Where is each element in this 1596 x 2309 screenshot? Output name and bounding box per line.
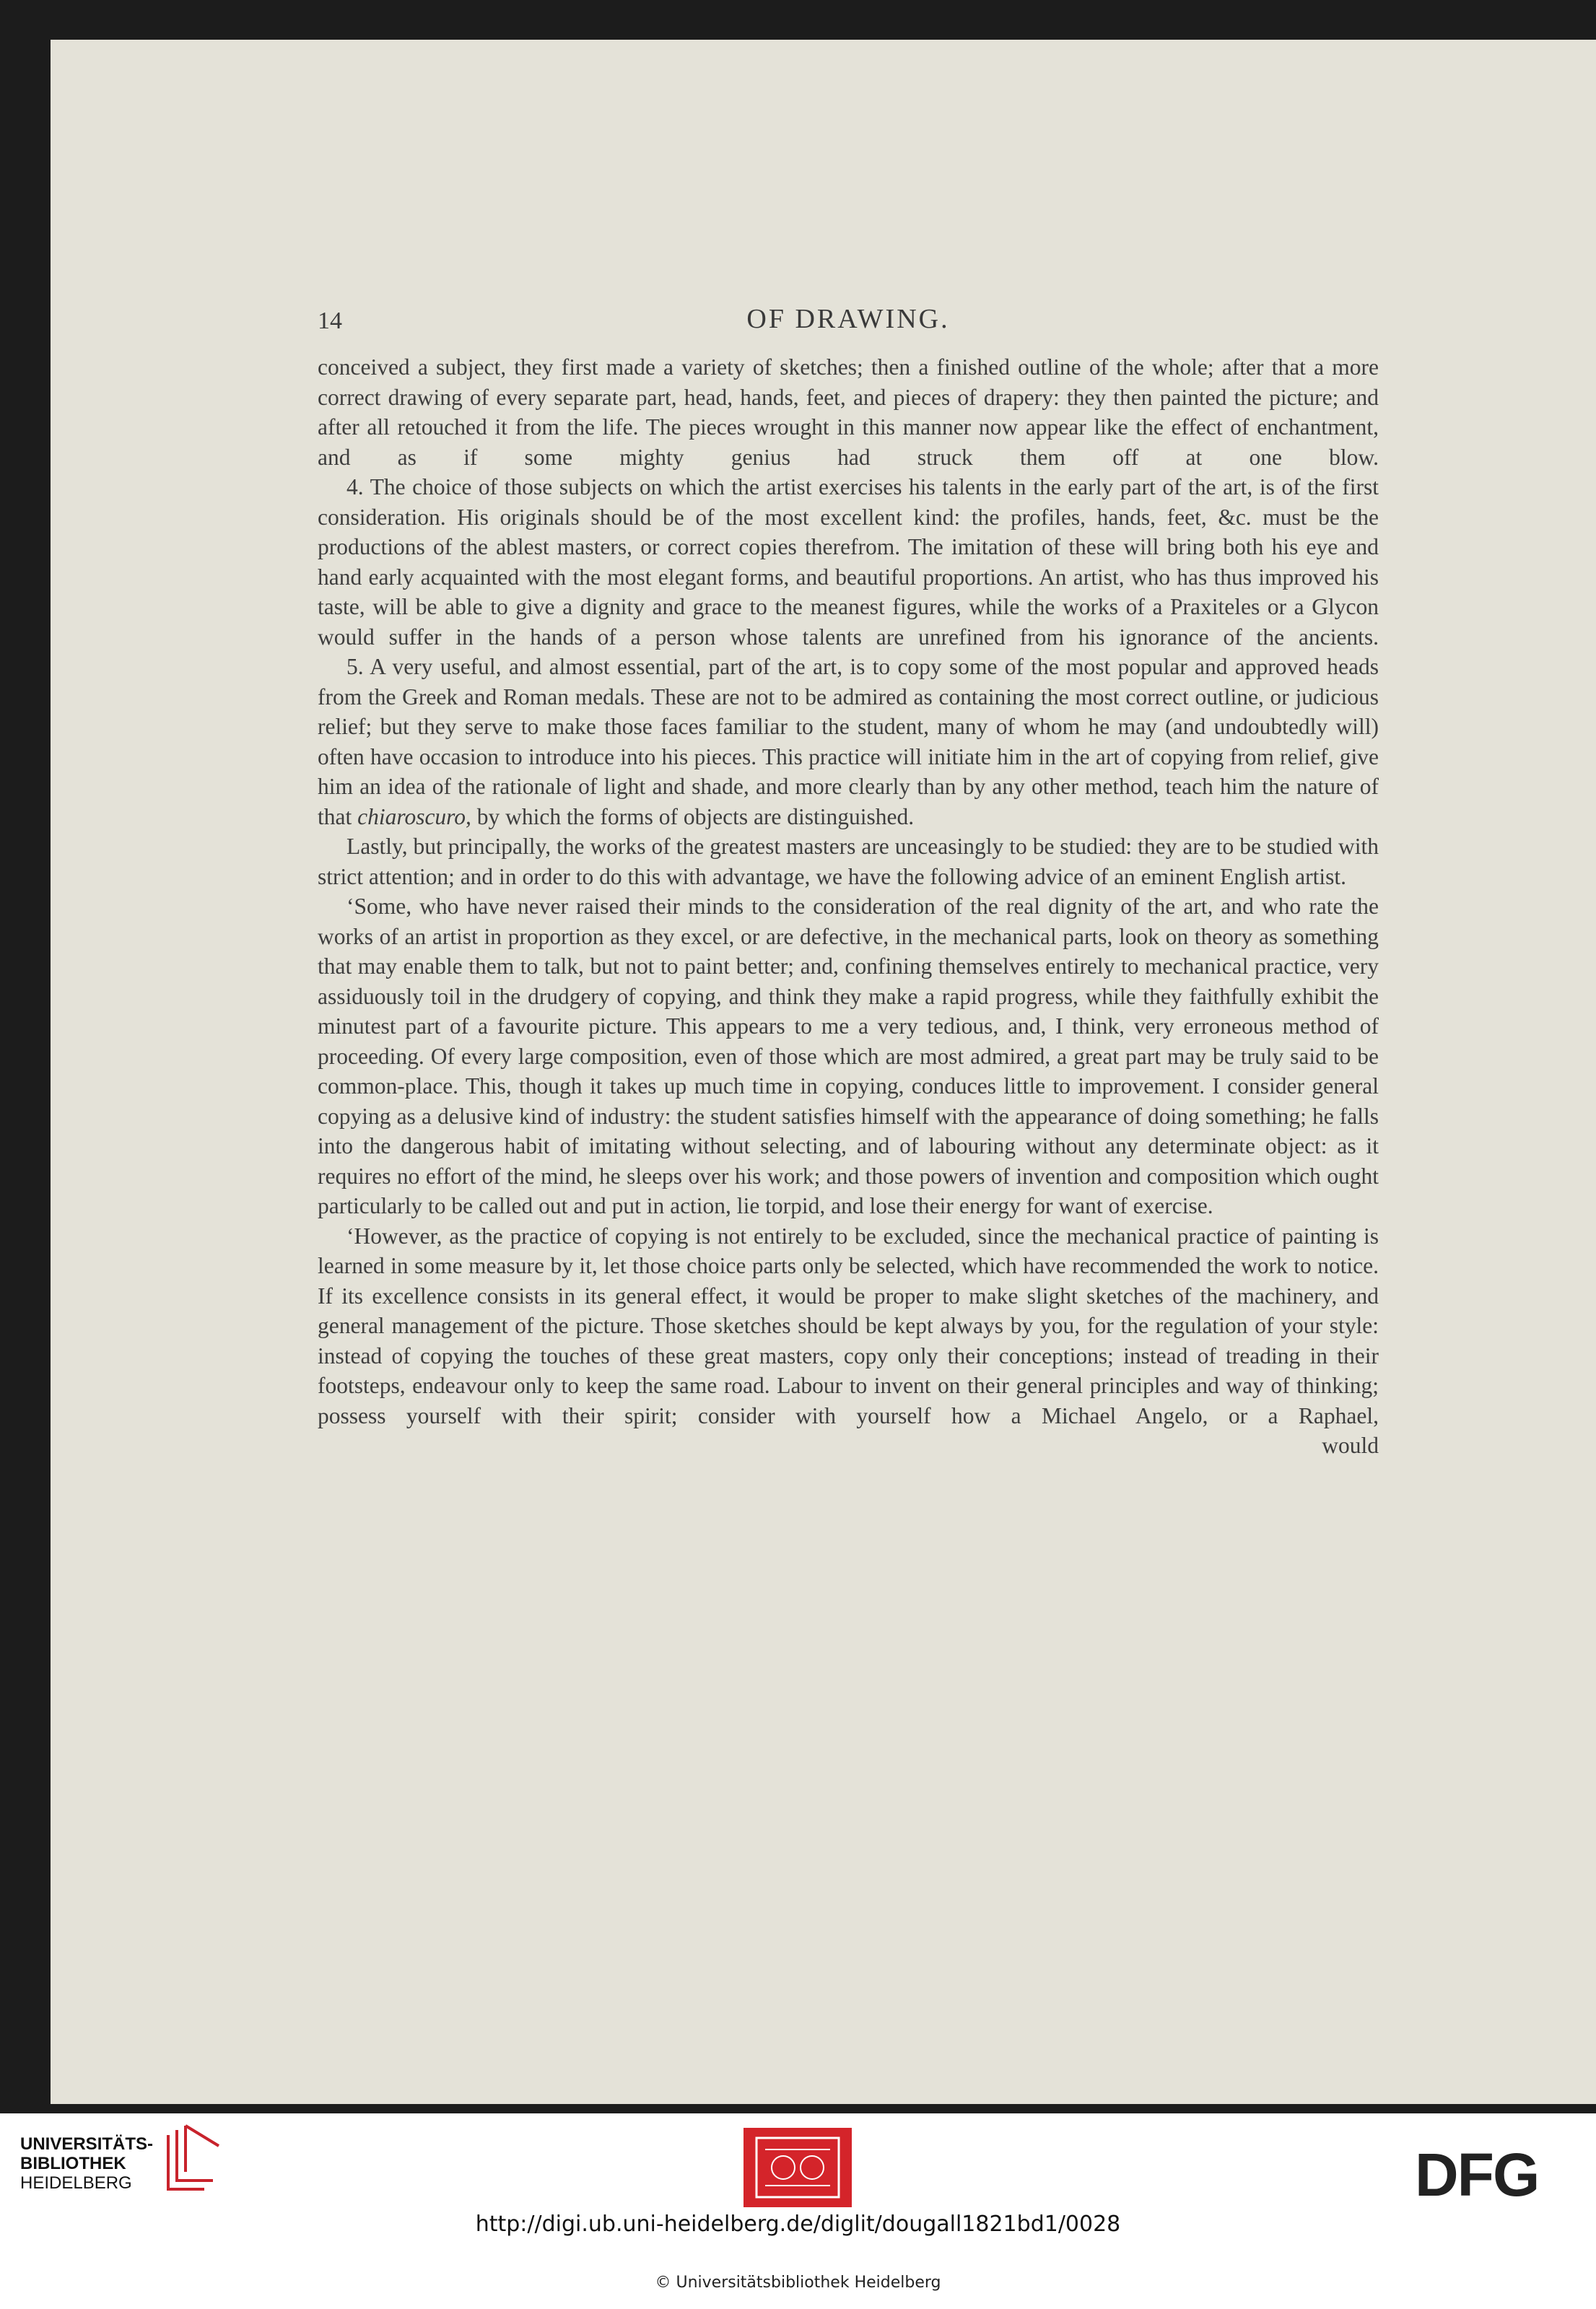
paragraph-4: 4. The choice of those subjects on which the artist exercises his talents in the early part of the art, is of the first consideration. His originals should be of the most excellent kind: the profiles, hands, feet, &c. must be the productions of the ablest masters, or correct copies therefrom. The imitation of these will bring both his eye and hand early acquainted with the most elegant forms, and beautiful proportions. An artist, who has thus improved his taste, will be able to give a dignity and grace to the meanest figures, while the works of a Praxiteles or a Glycon would suffer in the hands of a person whose talents are unrefined from his ignorance of the ancients. (318, 474, 1379, 650)
quote-paragraph-1: ‘Some, who have never raised their minds to the consideration of the real dignity of the art, and who rate the works of an artist in proportion as they excel, or are defective, in the mechanical parts, look on theory as something that may enable them to talk, but not to paint better; and, confining themselves entirely to mechanical practice, very assiduously toil in the drudgery of copying, and think they make a rapid progress, while they faithfully exhibit the minutest part of a favourite picture. This appears to me a very tedious, and, I think, very erroneous method of proceeding. Of every large composition, even of those which are most admired, a great part may be truly said to be common-place. This, though it takes up much time in copying, conduces little to improvement. I consider general copying as a delusive kind of industry: the student satisfies himself with the appearance of doing something; he falls into the dangerous habit of imitating without selecting, and of labouring without any determinate object: as it requires no effort of the mind, he sleeps over his work; and those powers of invention and composition which ought particularly to be called out and put in action, lie torpid, and lose their energy for want of exercise. (318, 894, 1379, 1218)
catchword: would (1322, 1433, 1379, 1458)
ub-logo-text (20, 2134, 153, 2193)
paragraph-5-text: 5. A very useful, and almost essential, part of the art, is to copy some of the most popular and approved heads from the Greek and Roman medals. These are not to be admired as containing the most correct outline, or judicious relief; but they serve to make those faces familiar to the student, many of whom he may (and undoubtedly will) often have occasion to introduce into his pieces. This practice will initiate him in the art of copying from relief, give him an idea of the rationale of light and shade, and more clearly than by any other method, teach him the nature of that (318, 654, 1379, 829)
ub-logo-mark-icon (154, 2124, 226, 2196)
chiaroscuro-term: chiaroscuro, (357, 803, 471, 829)
episteme-der-linien-logo[interactable] (744, 2128, 852, 2207)
page-header (318, 303, 1379, 346)
dfg-logo[interactable]: DFG (1415, 2141, 1539, 2209)
paragraph-5-end: by which the forms of objects are distinguished. (476, 803, 915, 829)
quote-paragraph-2: ‘However, as the practice of copying is not entirely to be excluded, since the mechanical practice of painting is learned in some measure by it, let those choice parts only be selected, which have recommended the work to notice. If its excellence consists in its general effect, it would be proper to make slight sketches of the machinery, and general management of the picture. Those sketches should be kept always by you, for the regulation of your style: instead of copying the touches of these great masters, copy only their conceptions; instead of treading in their footsteps, endeavour only to keep the same road. Labour to invent on their general principles and way of thinking; possess yourself with their spirit; consider with yourself how a Michael Angelo, or a Raphael, (318, 1223, 1379, 1428)
ub-logo-line-2: BIBLIOTHEK (20, 2154, 126, 2173)
ub-logo-line-1: UNIVERSITÄTS- (20, 2134, 154, 2154)
copyright-notice: © Universitätsbibliothek Heidelberg (655, 2274, 941, 2292)
page-url-link[interactable]: http://digi.ub.uni-heidelberg.de/diglit/dougall1821bd1/0028 (475, 2212, 1121, 2237)
episteme-logo-icon (744, 2128, 852, 2207)
paragraph-lastly: Lastly, but principally, the works of the greatest masters are unceasingly to be studied: they are to be studied with strict attention; and in order to do this with advantage, we have the following advice of an eminent English artist. (318, 834, 1379, 889)
running-head: OF DRAWING. (746, 304, 950, 334)
ub-logo-line-3: HEIDELBERG (20, 2173, 132, 2193)
page-number: 14 (318, 307, 342, 334)
paragraph-5 (318, 652, 1379, 831)
paragraph-continuation: conceived a subject, they first made a variety of sketches; then a finished outline of the whole; after that a more correct drawing of every separate part, head, hands, feet, and pieces of drapery: they then painted the picture; and after all retouched it from the life. The pieces wrought in this manner now appear like the effect of enchantment, and as if some mighty genius had struck them off at one blow. (318, 354, 1379, 470)
ub-heidelberg-logo[interactable] (20, 2118, 230, 2198)
body-text (318, 352, 1379, 1461)
